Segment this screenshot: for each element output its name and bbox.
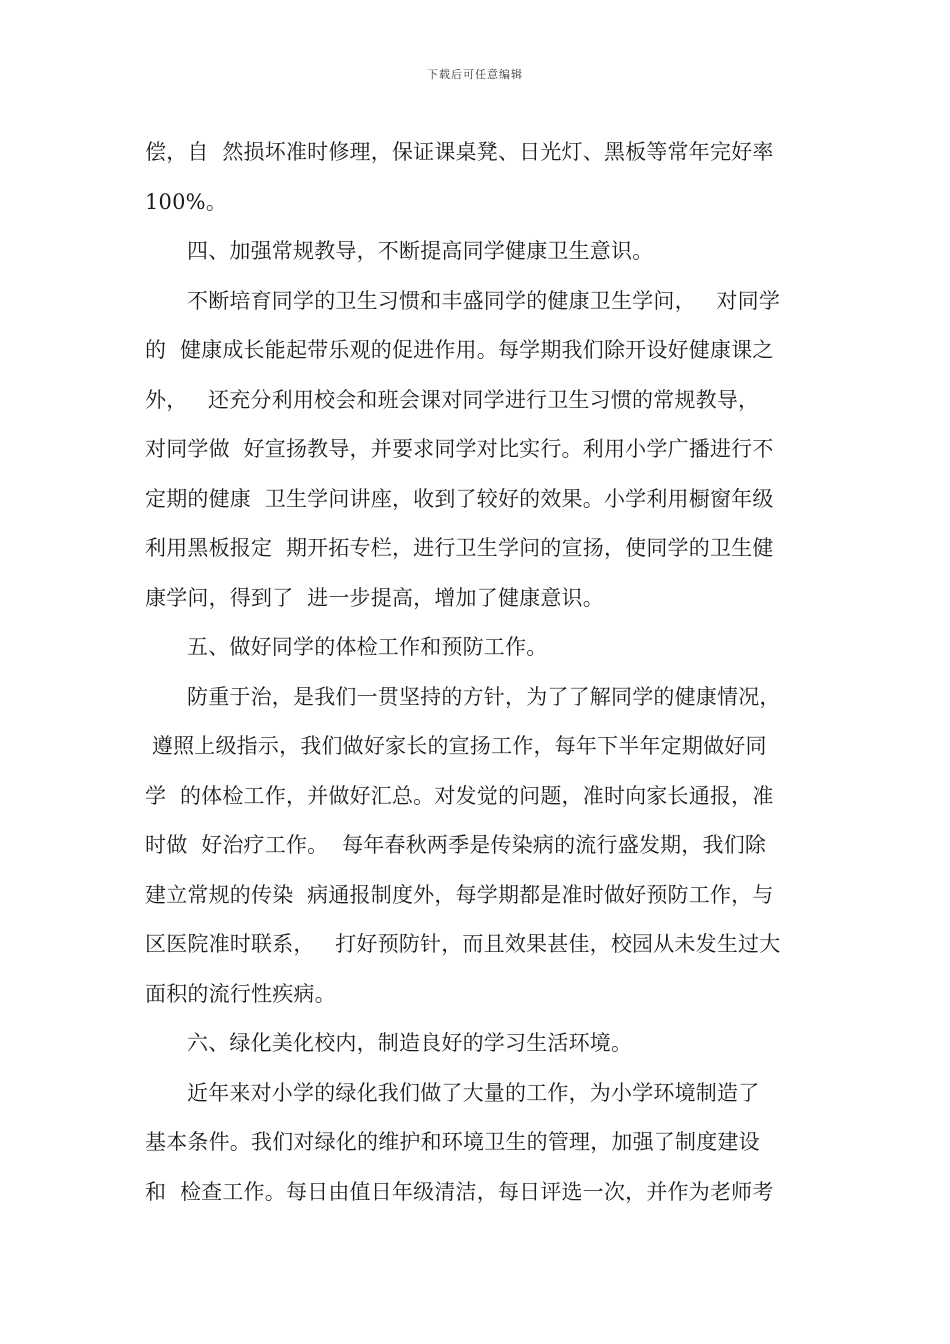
text-line: 康学问，得到了 进一步提高，增加了健康意识。 <box>145 585 604 610</box>
text-line: 时做 好治疗工作。 每年春秋两季是传染病的流行盛发期，我们除 <box>145 833 767 857</box>
text-line: 建立常规的传染 病通报制度外，每学期都是准时做好预防工作，与 <box>145 882 774 907</box>
paragraph-start: 近年来对小学的绿化我们做了大量的工作，为小学环境制造了 <box>187 1080 760 1105</box>
text-line: 利用黑板报定 期开拓专栏，进行卫生学问的宣扬，使同学的卫生健 <box>145 536 774 560</box>
text-line: 区医院准时联系， 打好预防针，而且效果甚佳，校园从未发生过大 <box>145 932 781 956</box>
text-line: 外， 还充分利用校会和班会课对同学进行卫生习惯的常规教导， <box>145 387 760 412</box>
section-heading: 四、加强常规教导，不断提高同学健康卫生意识。 <box>187 239 654 263</box>
section-heading: 五、做好同学的体检工作和预防工作。 <box>187 635 548 659</box>
text-line: 100%。 <box>145 189 228 214</box>
page-header: 下载后可任意编辑 <box>427 68 523 81</box>
text-line: 的 健康成长能起带乐观的促进作用。每学期我们除开设好健康课之 <box>145 338 774 362</box>
document-body <box>145 128 835 1217</box>
text-line: 定期的健康 卫生学问讲座，收到了较好的效果。小学利用橱窗年级 <box>145 486 774 511</box>
text-line: 学 的体检工作，并做好汇总。对发觉的问题，准时向家长通报，准 <box>145 783 774 808</box>
text-line: 和 检查工作。每日由值日年级清洁，每日评选一次，并作为老师考 <box>145 1179 774 1204</box>
text-line: 偿，自 然损坏准时修理，保证课桌凳、日光灯、黑板等常年完好率 <box>145 140 774 164</box>
section-heading: 六、绿化美化校内，制造良好的学习生活环境。 <box>187 1031 633 1055</box>
text-line: 遵照上级指示，我们做好家长的宣扬工作，每年下半年定期做好同 <box>145 734 767 758</box>
paragraph-start: 防重于治，是我们一贯坚持的方针，为了了解同学的健康情况， <box>187 684 781 709</box>
text-line: 面积的流行性疾病。 <box>145 981 336 1006</box>
paragraph-start: 不断培育同学的卫生习惯和丰盛同学的健康卫生学问， 对同学 <box>187 288 781 313</box>
text-line: 基本条件。我们对绿化的维护和环境卫生的管理，加强了制度建设 <box>145 1130 760 1154</box>
text-line: 对同学做 好宣扬教导，并要求同学对比实行。利用小学广播进行不 <box>145 437 774 461</box>
